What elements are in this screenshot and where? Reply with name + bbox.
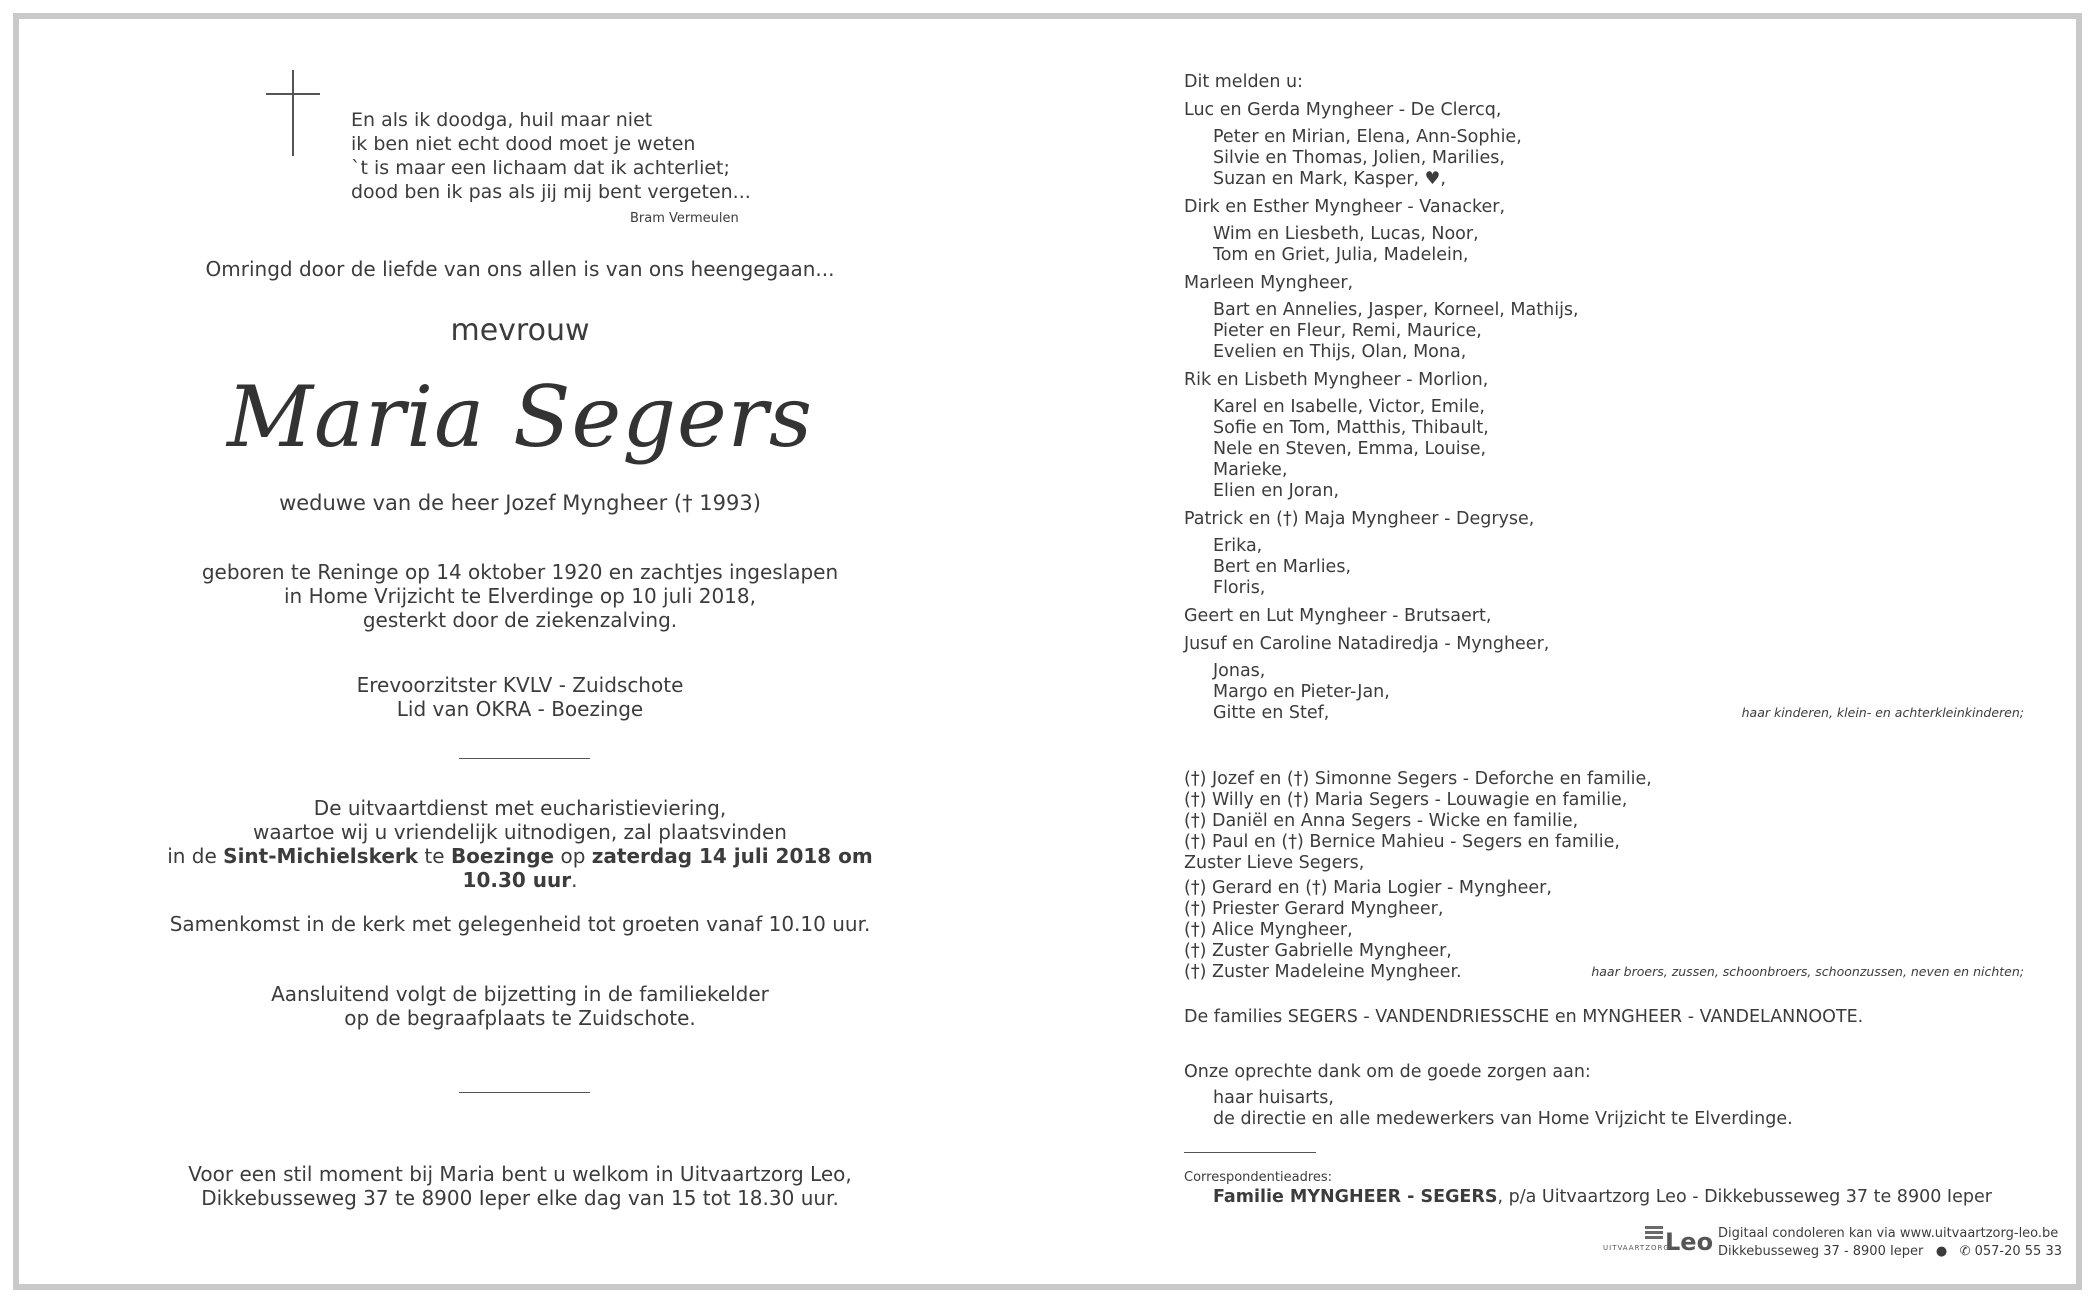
birth-details: [150, 560, 890, 632]
family-group: [1184, 197, 2024, 266]
intro-text: Omringd door de liefde van ons allen is van ons heengegaan...: [205, 257, 835, 281]
family-member: Margo en Pieter-Jan,: [1213, 682, 1390, 702]
burial-details: [150, 982, 890, 1030]
church-name: Sint-Michielskerk: [223, 844, 419, 868]
birth-line: geboren te Reninge op 14 oktober 1920 en zachtjes ingeslapen: [201, 560, 839, 584]
service-text: .: [571, 868, 578, 892]
service-text: op: [554, 844, 592, 868]
family-list: [1184, 72, 2024, 731]
divider: [1184, 1152, 1316, 1153]
family-group: [1184, 370, 2024, 502]
sibling-line: Zuster Lieve Segers,: [1184, 853, 1365, 873]
service-text: te: [418, 844, 451, 868]
poem-author: Bram Vermeulen: [630, 211, 739, 226]
poem-line: dood ben ik pas als jij mij bent vergeten...: [351, 181, 751, 203]
family-member: Evelien en Thijs, Olan, Mona,: [1213, 342, 1467, 362]
family-group-head: Marleen Myngheer,: [1184, 273, 1354, 293]
correspondence-name: Familie MYNGHEER - SEGERS: [1213, 1187, 1498, 1207]
family-member: Tom en Griet, Julia, Madelein,: [1213, 245, 1469, 265]
divider: [459, 758, 590, 759]
sibling-line: (†) Paul en (†) Bernice Mahieu - Segers en familie,: [1184, 832, 1620, 852]
sibling-line: (†) Willy en (†) Maria Segers - Louwagie en familie,: [1184, 790, 1628, 810]
family-group-head: Luc en Gerda Myngheer - De Clercq,: [1184, 100, 1502, 120]
family-group: [1184, 273, 2024, 363]
burial-line: Aansluitend volgt de bijzetting in de familiekelder: [271, 982, 769, 1006]
thanks-line: haar huisarts,: [1213, 1088, 1334, 1108]
sibling-line: (†) Alice Myngheer,: [1184, 920, 1353, 940]
footer-info: [1718, 1225, 2062, 1261]
logo-small-text: UITVAARTZORG: [1603, 1244, 1670, 1252]
membership: [150, 673, 890, 721]
cross-icon-bar: [266, 93, 320, 95]
phone-icon: ✆: [1959, 1244, 1971, 1259]
siblings-note: haar broers, zussen, schoonbroers, schoonzussen, neven en nichten;: [1591, 964, 2024, 979]
sibling-line: (†) Daniël en Anna Segers - Wicke en familie,: [1184, 811, 1579, 831]
correspondence-rest: , p/a Uitvaartzorg Leo - Dikkebusseweg 37 te 8900 Ieper: [1497, 1187, 1992, 1207]
thanks-head: Onze oprechte dank om de goede zorgen aan:: [1184, 1062, 1591, 1082]
family-groups: [1184, 100, 2024, 724]
deceased-name: Maria Segers: [227, 368, 813, 466]
service-line: [150, 844, 890, 892]
family-group-head: Rik en Lisbeth Myngheer - Morlion,: [1184, 370, 1489, 390]
family-group-head: Geert en Lut Myngheer - Brutsaert,: [1184, 606, 1492, 626]
family-member: Karel en Isabelle, Victor, Emile,: [1213, 397, 1485, 417]
family-member: Pieter en Fleur, Remi, Maurice,: [1213, 321, 1482, 341]
family-group-head: Jusuf en Caroline Natadiredja - Myngheer,: [1184, 634, 1550, 654]
service-date: zaterdag 14 juli 2018 om 10.30 uur: [462, 844, 873, 892]
condolence-text: Digitaal condoleren kan via www.uitvaartzorg-leo.be: [1718, 1226, 2059, 1241]
visit-line: Dikkebusseweg 37 te 8900 Ieper elke dag van 15 tot 18.30 uur.: [201, 1186, 839, 1210]
siblings-group-a: [1184, 769, 2024, 874]
family-member: Peter en Mirian, Elena, Ann-Sophie,: [1213, 127, 1522, 147]
poem-line: ik ben niet echt dood moet je weten: [351, 133, 696, 155]
families-line: De families SEGERS - VANDENDRIESSCHE en MYNGHEER - VANDELANNOOTE.: [1184, 1007, 1864, 1027]
membership-line: Lid van OKRA - Boezinge: [396, 697, 644, 721]
birth-line: in Home Vrijzicht te Elverdinge op 10 juli 2018,: [283, 584, 756, 608]
family-group-head: Patrick en (†) Maja Myngheer - Degryse,: [1184, 509, 1535, 529]
children-note: haar kinderen, klein- en achterkleinkinderen;: [1741, 705, 2024, 720]
family-member: Elien en Joran,: [1213, 481, 1340, 501]
sibling-line: (†) Zuster Madeleine Myngheer.: [1184, 962, 1462, 982]
service-line: De uitvaartdienst met eucharistieviering,: [313, 796, 727, 820]
sibling-line: (†) Priester Gerard Myngheer,: [1184, 899, 1444, 919]
family-header: Dit melden u:: [1184, 72, 1303, 92]
visit-details: [150, 1162, 890, 1210]
family-group: [1184, 606, 2024, 627]
visit-line: Voor een stil moment bij Maria bent u welkom in Uitvaartzorg Leo,: [188, 1162, 852, 1186]
siblings-list: [1184, 769, 2024, 983]
logo-lines-icon: [1645, 1226, 1663, 1241]
family-member: Suzan en Mark, Kasper, ♥,: [1213, 169, 1446, 189]
poem-line: `t is maar een lichaam dat ik achterliet;: [351, 157, 730, 179]
footer-phone: 057-20 55 33: [1974, 1244, 2063, 1259]
family-member: Bart en Annelies, Jasper, Korneel, Mathijs,: [1213, 300, 1579, 320]
family-member: Gitte en Stef,: [1213, 703, 1330, 723]
correspondence-address: [1213, 1187, 1992, 1207]
family-member: Floris,: [1213, 578, 1266, 598]
title: mevrouw: [450, 313, 590, 348]
divider: [459, 1092, 590, 1093]
family-group-head: Dirk en Esther Myngheer - Vanacker,: [1184, 197, 1506, 217]
sibling-line: (†) Jozef en (†) Simonne Segers - Deforche en familie,: [1184, 769, 1652, 789]
thanks-section: [1184, 1062, 2024, 1130]
widow-line: weduwe van de heer Jozef Myngheer († 1993): [279, 491, 761, 515]
family-member: Silvie en Thomas, Jolien, Marilies,: [1213, 148, 1505, 168]
cross-icon: [292, 70, 294, 156]
service-line: waartoe wij u vriendelijk uitnodigen, zal plaatsvinden: [253, 820, 787, 844]
family-group: [1184, 509, 2024, 599]
family-group: [1184, 634, 2024, 724]
footer-address: Dikkebusseweg 37 - 8900 Ieper: [1718, 1244, 1924, 1259]
family-member: Nele en Steven, Emma, Louise,: [1213, 439, 1487, 459]
burial-line: op de begraafplaats te Zuidschote.: [344, 1006, 696, 1030]
service-text: in de: [167, 844, 224, 868]
thanks-line: de directie en alle medewerkers van Home Vrijzicht te Elverdinge.: [1213, 1109, 1793, 1129]
family-member: Wim en Liesbeth, Lucas, Noor,: [1213, 224, 1479, 244]
correspondence-label: Correspondentieadres:: [1184, 1170, 1333, 1185]
town-name: Boezinge: [450, 844, 555, 868]
bullet-icon: ●: [1935, 1244, 1948, 1259]
logo-big-text: Leo: [1665, 1228, 1714, 1256]
gathering-text: Samenkomst in de kerk met gelegenheid tot groeten vanaf 10.10 uur.: [169, 912, 871, 936]
family-member: Jonas,: [1213, 661, 1266, 681]
contact-line: [1718, 1243, 2062, 1261]
sibling-line: (†) Gerard en (†) Maria Logier - Myngheer,: [1184, 878, 1552, 898]
family-member: Marieke,: [1213, 460, 1288, 480]
family-member: Erika,: [1213, 536, 1263, 556]
poem: [351, 108, 751, 204]
membership-line: Erevoorzitster KVLV - Zuidschote: [356, 673, 684, 697]
sibling-line: (†) Zuster Gabrielle Myngheer,: [1184, 941, 1452, 961]
service-details: [150, 796, 890, 892]
family-group: [1184, 100, 2024, 190]
family-member: Sofie en Tom, Matthis, Thibault,: [1213, 418, 1489, 438]
siblings-group-b: [1184, 878, 2024, 983]
birth-line: gesterkt door de ziekenzalving.: [362, 608, 678, 632]
poem-line: En als ik doodga, huil maar niet: [351, 109, 653, 131]
family-member: Bert en Marlies,: [1213, 557, 1352, 577]
